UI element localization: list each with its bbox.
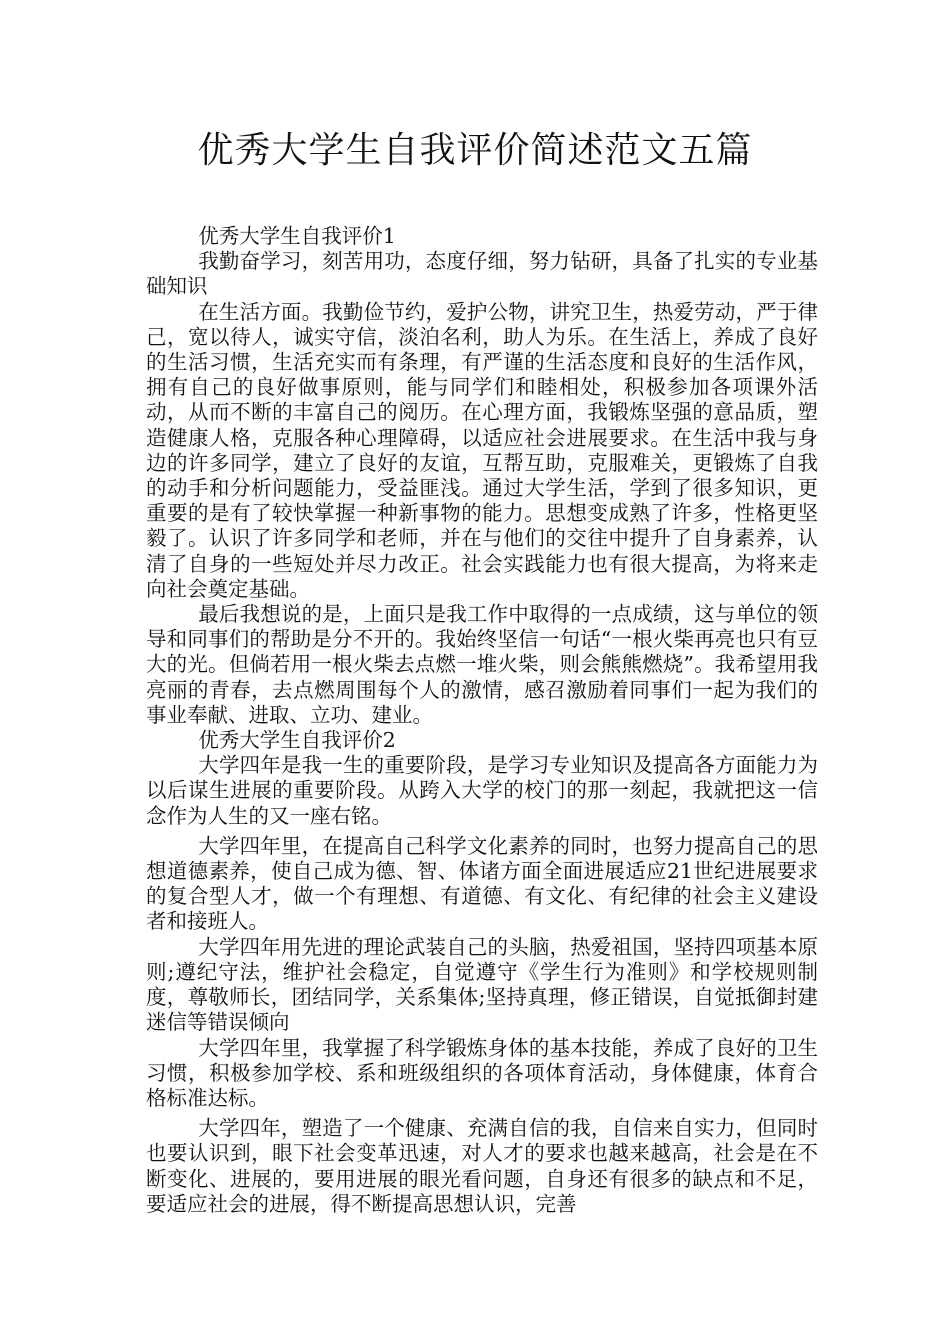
paragraph: 最后我想说的是，上面只是我工作中取得的一点成绩，这与单位的领导和同事们的帮助是分不开的。我始终坚信一句话“一根火柴再亮也只有豆大的光。但倘若用一根火柴去点燃一堆火柴，则会熊熊燃烧”。我希望用我亮丽的青春，去点燃周围每个人的激情，感召激励着同事们一起为我们的事业奉献、进取、立功、建业。 bbox=[146, 602, 818, 727]
section-heading: 优秀大学生自我评价2 bbox=[198, 728, 396, 753]
section-heading: 优秀大学生自我评价1 bbox=[198, 224, 396, 248]
paragraph: 我勤奋学习，刻苦用功，态度仔细，努力钻研，具备了扎实的专业基础知识 bbox=[146, 249, 818, 299]
document-body bbox=[146, 224, 818, 1217]
paragraph: 在生活方面。我勤俭节约，爱护公物，讲究卫生，热爱劳动，严于律己，宽以待人，诚实守信，淡泊名利，助人为乐。在生活上，养成了良好的生活习惯，生活充实而有条理，有严谨的生活态度和良好的生活作风，拥有自己的良好做事原则，能与同学们和睦相处，积极参加各项课外活动，从而不断的丰富自己的阅历。在心理方面，我锻炼坚强的意品质，塑造健康人格，克服各种心理障碍，以适应社会进展要求。在生活中我与身边的许多同学，建立了良好的友谊，互帮互助，克服难关，更锻炼了自我的动手和分析问题能力，受益匪浅。通过大学生活，学到了很多知识，更重要的是有了较快掌握一种新事物的能力。思想变成熟了许多，性格更坚毅了。认识了许多同学和老师，并在与他们的交往中提升了自身素养，认清了自身的一些短处并尽力改正。社会实践能力也有很大提高，为将来走向社会奠定基础。 bbox=[146, 299, 818, 601]
paragraph: 大学四年里，我掌握了科学锻炼身体的基本技能，养成了良好的卫生习惯，积极参加学校、系和班级组织的各项体育活动，身体健康，体育合格标准达标。 bbox=[146, 1035, 818, 1110]
paragraph: 大学四年用先进的理论武装自己的头脑，热爱祖国，坚持四项基本原则;遵纪守法，维护社会稳定，自觉遵守《学生行为准则》和学校规则制度，尊敬师长，团结同学，关系集体;坚持真理，修正错误，自觉抵御封建迷信等错误倾向 bbox=[146, 934, 818, 1035]
document-title: 优秀大学生自我评价简述范文五篇 bbox=[197, 130, 753, 171]
paragraph: 大学四年里，在提高自己科学文化素养的同时，也努力提高自己的思想道德素养，使自己成为德、智、体诸方面全面进展适应21世纪进展要求的复合型人才，做一个有理想、有道德、有文化、有纪律的社会主义建设者和接班人。 bbox=[146, 833, 818, 934]
paragraph: 大学四年，塑造了一个健康、充满自信的我，自信来自实力，但同时也要认识到，眼下社会变革迅速，对人才的要求也越来越高，社会是在不断变化、进展的，要用进展的眼光看问题，自身还有很多的缺点和不足，要适应社会的进展，得不断提高思想认识，完善 bbox=[146, 1116, 818, 1216]
paragraph: 大学四年是我一生的重要阶段，是学习专业知识及提高各方面能力为以后谋生进展的重要阶段。从跨入大学的校门的那一刻起，我就把这一信念作为人生的又一座右铭。 bbox=[146, 753, 818, 828]
